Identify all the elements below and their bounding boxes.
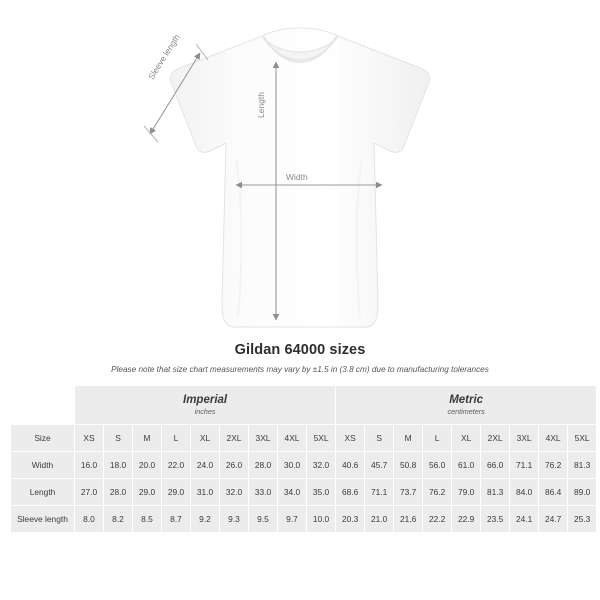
row-label-sleeve-length: Sleeve length <box>11 506 75 533</box>
width-label: Width <box>286 172 308 182</box>
size-imperial-4xl: 4XL <box>278 425 307 452</box>
table-row <box>11 479 597 506</box>
unit-name-imperial: Imperial <box>183 393 228 406</box>
size-imperial-2xl: 2XL <box>220 425 249 452</box>
cell-length-imperial-4: 31.0 <box>191 479 220 506</box>
size-metric-3xl: 3XL <box>510 425 539 452</box>
cell-width-imperial-0: 16.0 <box>75 452 104 479</box>
cell-width-imperial-8: 32.0 <box>307 452 336 479</box>
cell-sleeve-imperial-0: 8.0 <box>75 506 104 533</box>
cell-width-imperial-7: 30.0 <box>278 452 307 479</box>
table-row <box>11 506 597 533</box>
cell-width-imperial-6: 28.0 <box>249 452 278 479</box>
cell-width-metric-1: 45.7 <box>365 452 394 479</box>
size-imperial-xs: XS <box>75 425 104 452</box>
cell-length-imperial-7: 34.0 <box>278 479 307 506</box>
size-metric-l: L <box>423 425 452 452</box>
cell-length-imperial-6: 33.0 <box>249 479 278 506</box>
cell-length-metric-4: 79.0 <box>452 479 481 506</box>
cell-length-imperial-3: 29.0 <box>162 479 191 506</box>
cell-sleeve-metric-3: 22.2 <box>423 506 452 533</box>
cell-width-metric-4: 61.0 <box>452 452 481 479</box>
cell-width-metric-6: 71.1 <box>510 452 539 479</box>
size-imperial-5xl: 5XL <box>307 425 336 452</box>
cell-length-metric-3: 76.2 <box>423 479 452 506</box>
cell-width-metric-2: 50.8 <box>394 452 423 479</box>
cell-length-imperial-0: 27.0 <box>75 479 104 506</box>
cell-sleeve-metric-6: 24.1 <box>510 506 539 533</box>
table-row <box>11 452 597 479</box>
cell-sleeve-imperial-6: 9.5 <box>249 506 278 533</box>
unit-header-metric <box>336 386 597 425</box>
row-label-length: Length <box>11 479 75 506</box>
size-imperial-3xl: 3XL <box>249 425 278 452</box>
cell-width-imperial-4: 24.0 <box>191 452 220 479</box>
header-size: Size <box>11 425 75 452</box>
cell-length-metric-6: 84.0 <box>510 479 539 506</box>
size-metric-xs: XS <box>336 425 365 452</box>
size-imperial-s: S <box>104 425 133 452</box>
cell-sleeve-imperial-3: 8.7 <box>162 506 191 533</box>
cell-length-metric-8: 89.0 <box>568 479 597 506</box>
cell-sleeve-imperial-7: 9.7 <box>278 506 307 533</box>
size-metric-s: S <box>365 425 394 452</box>
cell-sleeve-metric-8: 25.3 <box>568 506 597 533</box>
cell-length-imperial-2: 29.0 <box>133 479 162 506</box>
unit-sub-metric: centimeters <box>447 406 485 416</box>
size-metric-4xl: 4XL <box>539 425 568 452</box>
size-imperial-m: M <box>133 425 162 452</box>
cell-sleeve-metric-5: 23.5 <box>481 506 510 533</box>
cell-width-metric-7: 76.2 <box>539 452 568 479</box>
cell-sleeve-metric-4: 22.9 <box>452 506 481 533</box>
cell-sleeve-metric-7: 24.7 <box>539 506 568 533</box>
units-spacer <box>11 386 75 425</box>
table-row-units <box>11 386 597 425</box>
cell-sleeve-imperial-5: 9.3 <box>220 506 249 533</box>
cell-sleeve-imperial-8: 10.0 <box>307 506 336 533</box>
cell-width-metric-5: 66.0 <box>481 452 510 479</box>
unit-sub-imperial: inches <box>194 406 216 416</box>
size-metric-5xl: 5XL <box>568 425 597 452</box>
size-imperial-xl: XL <box>191 425 220 452</box>
unit-header-imperial <box>75 386 336 425</box>
cell-sleeve-imperial-2: 8.5 <box>133 506 162 533</box>
size-table <box>10 385 597 533</box>
page-title: Gildan 64000 sizes <box>234 342 366 358</box>
size-metric-m: M <box>394 425 423 452</box>
cell-length-metric-1: 71.1 <box>365 479 394 506</box>
cell-sleeve-metric-2: 21.6 <box>394 506 423 533</box>
cell-width-imperial-3: 22.0 <box>162 452 191 479</box>
cell-sleeve-metric-0: 20.3 <box>336 506 365 533</box>
table-row-sizes <box>11 425 597 452</box>
cell-width-imperial-5: 26.0 <box>220 452 249 479</box>
cell-width-imperial-1: 18.0 <box>104 452 133 479</box>
cell-length-imperial-1: 28.0 <box>104 479 133 506</box>
title-block <box>0 342 600 374</box>
cell-width-metric-8: 81.3 <box>568 452 597 479</box>
cell-width-imperial-2: 20.0 <box>133 452 162 479</box>
cell-sleeve-imperial-1: 8.2 <box>104 506 133 533</box>
cell-length-imperial-5: 32.0 <box>220 479 249 506</box>
row-label-width: Width <box>11 452 75 479</box>
size-metric-xl: XL <box>452 425 481 452</box>
tolerance-note: Please note that size chart measurements may vary by ±1.5 in (3.8 cm) due to manufacturing tolerances <box>111 365 489 374</box>
cell-sleeve-metric-1: 21.0 <box>365 506 394 533</box>
cell-width-metric-0: 40.6 <box>336 452 365 479</box>
cell-width-metric-3: 56.0 <box>423 452 452 479</box>
cell-sleeve-imperial-4: 9.2 <box>191 506 220 533</box>
cell-length-metric-0: 68.6 <box>336 479 365 506</box>
length-label: Length <box>256 92 266 118</box>
cell-length-metric-5: 81.3 <box>481 479 510 506</box>
cell-length-imperial-8: 35.0 <box>307 479 336 506</box>
sleeve-length-label: Sleeve length <box>146 32 182 82</box>
cell-length-metric-7: 86.4 <box>539 479 568 506</box>
size-metric-2xl: 2XL <box>481 425 510 452</box>
size-table-wrap <box>0 385 600 533</box>
unit-name-metric: Metric <box>449 393 484 406</box>
cell-length-metric-2: 73.7 <box>394 479 423 506</box>
size-imperial-l: L <box>162 425 191 452</box>
